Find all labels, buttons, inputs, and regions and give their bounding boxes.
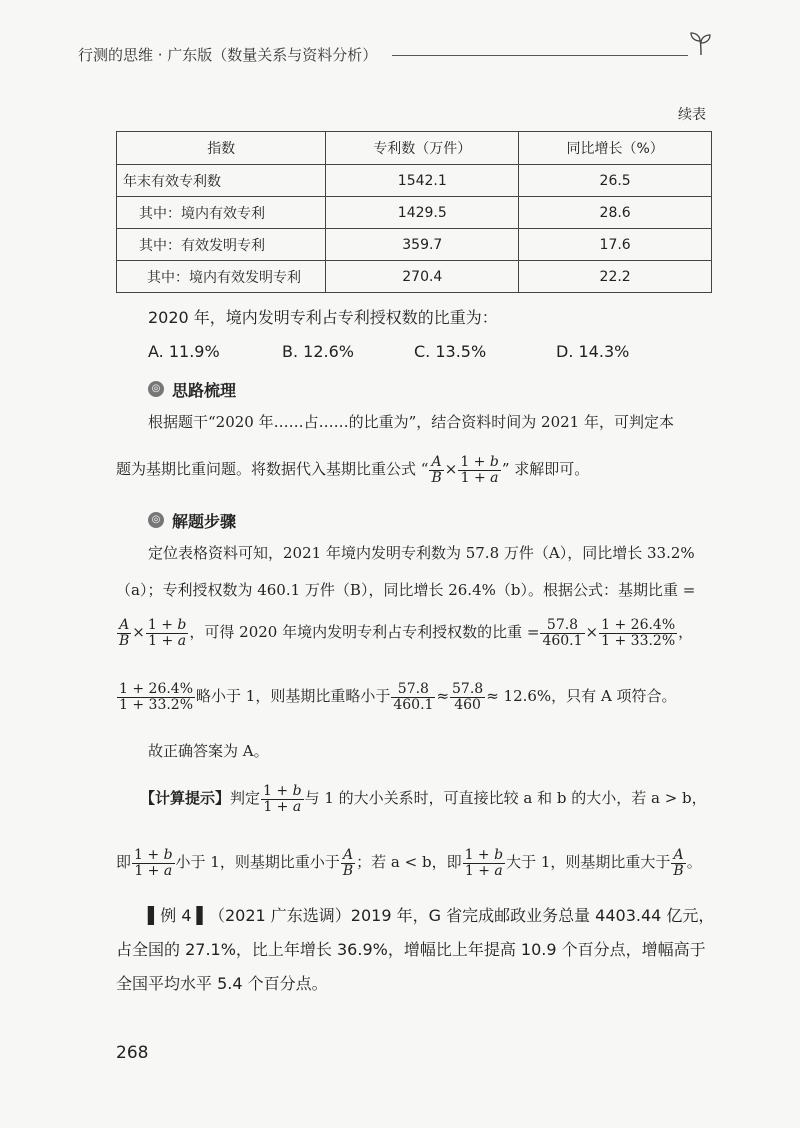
text-segment: 题为基期比重问题。将数据代入基期比重公式 “ [116, 460, 429, 478]
text-segment: 与 1 的大小关系时，可直接比较 a 和 b 的大小，若 a > b， [304, 789, 707, 807]
option-b: B. 12.6% [282, 342, 354, 361]
row-growth: 17.6 [519, 229, 712, 261]
text-segment: 略小于 1，则基期比重略小于 [196, 687, 391, 705]
fraction-value: $\frac{57.8}{460.1}$ [542, 617, 583, 649]
table-row [117, 229, 712, 261]
row-count: 270.4 [326, 261, 519, 293]
continued-label: 续表 [678, 107, 706, 123]
row-count: 359.7 [326, 229, 519, 261]
table-row [117, 197, 712, 229]
question-text: 2020 年，境内发明专利占专利授权数的比重为： [148, 308, 498, 327]
section-bullet-icon: ◎ [148, 381, 164, 397]
running-header: 行测的思维 · 广东版（数量关系与资料分析） [78, 46, 378, 64]
fraction-a-over-b: $\frac{A}{B}$ [673, 847, 684, 879]
header-rule [392, 55, 688, 56]
fraction-value: $\frac{1 + 26.4\%}{1 + 33.2\%}$ [119, 681, 194, 713]
row-label: 其中：境内有效专利 [117, 197, 326, 229]
solution-line: （a）；专利授权数为 460.1 万件（B），同比增长 26.4%（b）。根据公式：基期比重 = [116, 581, 696, 599]
fraction-growth-ratio: $\frac{1 + b}{1 + a}$ [134, 847, 173, 879]
row-label: 其中：境内有效发明专利 [117, 261, 326, 293]
tip-line [116, 848, 702, 878]
text-segment: 判定 [230, 789, 261, 807]
fraction-a-over-b: $\frac{A}{B}$ [431, 454, 442, 486]
fraction-a-over-b: $\frac{A}{B}$ [342, 847, 354, 879]
column-header: 专利数（万件） [326, 132, 519, 165]
row-growth: 28.6 [519, 197, 712, 229]
solution-line: $\frac{1 + 26.4\%}{1 + 33.2\%}$ 略小于 1，则基期比重略小于 $\frac{57.8}{460.1}$ ≈ $\frac{57.8}{460}$ ≈ 12.6%，只有 A 项符合。 [119, 681, 677, 713]
row-growth: 22.2 [519, 261, 712, 293]
text-segment: 即 [116, 853, 132, 871]
option-c: C. 13.5% [414, 342, 487, 361]
tip-label: 【计算提示】 [140, 789, 231, 807]
row-label: 年末有效专利数 [117, 165, 326, 197]
text-segment: 大于 1，则基期比重大于 [506, 853, 671, 871]
fraction-value: $\frac{57.8}{460}$ [452, 681, 484, 713]
fraction-value: $\frac{1 + 26.4\%}{1 + 33.2\%}$ [601, 617, 676, 649]
fraction-growth-ratio: $\frac{1 + b}{1 + a}$ [464, 847, 504, 879]
section-title: 思路梳理 [172, 381, 237, 400]
option-d: D. 14.3% [556, 342, 630, 361]
sprout-icon [688, 30, 714, 56]
page-number: 268 [116, 1043, 149, 1063]
section-bullet-icon: ◎ [148, 512, 164, 528]
example-line: 占全国的 27.1%，比上年增长 36.9%，增幅比上年提高 10.9 个百分点，增幅高于 [116, 940, 706, 959]
column-header: 指数 [117, 132, 326, 165]
fraction-value: $\frac{57.8}{460.1}$ [393, 681, 434, 713]
reasoning-line: 题为基期比重问题。将数据代入基期比重公式 “ $\frac{A}{B}$ × $\frac{1 + b}{1 + a}$ ” 求解即可。 [116, 454, 590, 486]
fraction-growth-ratio: $\frac{1 + b}{1 + a}$ [263, 783, 302, 815]
tip-line [140, 784, 707, 814]
reasoning-line: 根据题干“2020 年……占……的比重为”，结合资料时间为 2021 年，可判定本 [148, 413, 674, 431]
solution-line: $\frac{A}{B}$ × $\frac{1 + b}{1 + a}$ ，可得 2020 年境内发明专利占专利授权数的比重 = $\frac{57.8}{460.1}$ × $\frac{1 + 26.4\%}{1 + 33.2\%}$ ， [119, 617, 694, 649]
solution-line: 定位表格资料可知，2021 年境内发明专利数为 57.8 万件（A），同比增长 33.2% [148, 544, 695, 562]
table-row [117, 165, 712, 197]
example-line: 全国平均水平 5.4 个百分点。 [116, 974, 328, 993]
text-segment: ，可得 2020 年境内发明专利占专利授权数的比重 = [189, 623, 540, 641]
option-a: A. 11.9% [148, 342, 220, 361]
text-segment: （2021 广东选调）2019 年，G 省完成邮政业务总量 4403.44 亿元， [208, 906, 715, 925]
row-label: 其中：有效发明专利 [117, 229, 326, 261]
text-segment: 小于 1，则基期比重小于 [175, 853, 340, 871]
column-header: 同比增长（%） [519, 132, 712, 165]
fraction-growth-ratio: $\frac{1 + b}{1 + a}$ [460, 454, 499, 486]
fraction-growth-ratio: $\frac{1 + b}{1 + a}$ [147, 617, 187, 649]
example-label: ▌例 4 ▌ [148, 906, 209, 925]
row-count: 1542.1 [326, 165, 519, 197]
fraction-a-over-b: $\frac{A}{B}$ [119, 617, 130, 649]
row-growth: 26.5 [519, 165, 712, 197]
table-row [117, 261, 712, 293]
table-header-row [117, 132, 712, 165]
answer-line: 故正确答案为 A。 [148, 742, 269, 760]
section-title: 解题步骤 [172, 512, 237, 531]
text-segment: ；若 a < b，即 [356, 853, 462, 871]
text-segment: 。 [686, 853, 702, 871]
text-segment: ” 求解即可。 [501, 460, 590, 478]
row-count: 1429.5 [326, 197, 519, 229]
example-line [148, 903, 714, 926]
patent-table [116, 131, 712, 293]
text-segment: ≈ 12.6%，只有 A 项符合。 [486, 687, 677, 705]
